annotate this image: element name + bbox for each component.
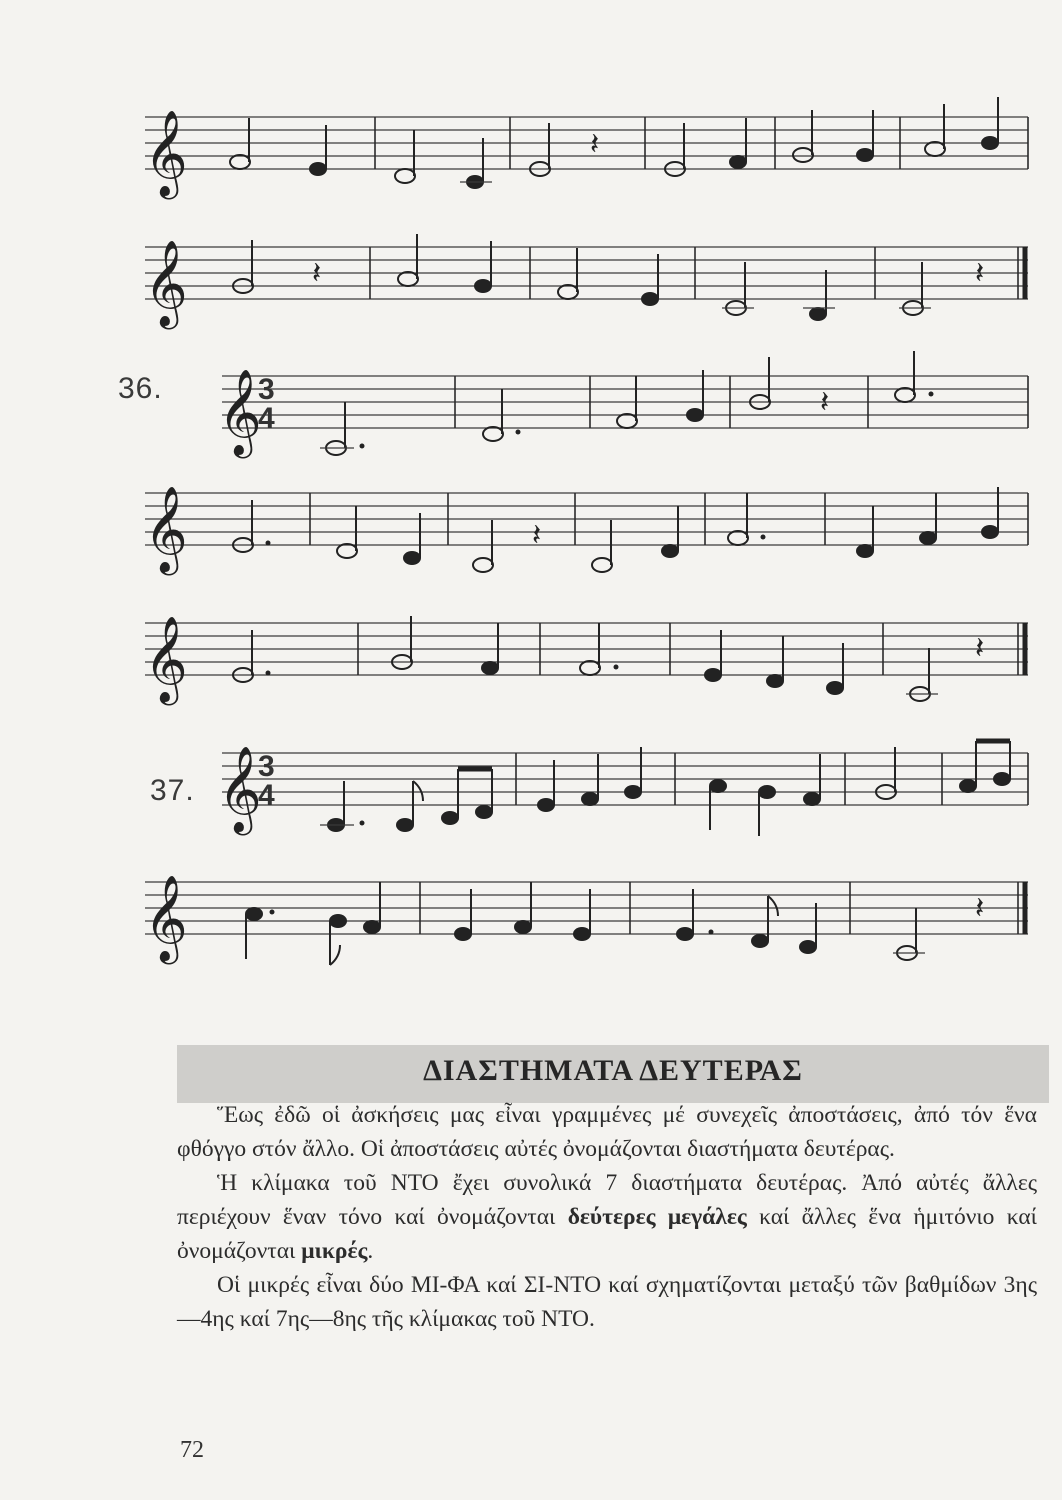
paragraph: Ἡ κλίμακα τοῦ ΝΤΟ ἔχει συνολικά 7 διαστήματα δευτέρας. Ἀπό αὐτές ἄλλες περιέχουν ἕναν τόνο καί ὀνομάζονται δεύτερες μεγάλες καί ἄλλες ἕνα ἡμιτόνιο καί ὀνομάζονται μικρές. xyxy=(177,1170,1037,1264)
staff-system-3 xyxy=(218,351,1028,459)
svg-text:3: 3 xyxy=(258,373,275,406)
staff-system-7 xyxy=(144,875,1028,965)
treble-clef-icon: 𝄞 xyxy=(144,616,188,702)
paragraph: Οἱ μικρές εἶναι δύο ΜΙ-ΦΑ καί ΣΙ-ΝΤΟ καί σχηματίζονται μεταξύ τῶν βαθμίδων 3ης—4ης καί 7ης—8ης τῆς κλίμακας τοῦ ΝΤΟ. xyxy=(177,1272,1037,1332)
staff-system-4 xyxy=(144,486,1028,576)
paragraph: Ἕως ἐδῶ οἱ ἀσκήσεις μας εἶναι γραμμένες μέ συνεχεῖς ἀποστάσεις, ἀπό τόν ἕνα φθόγγο στόν ἄλλο. Οἱ ἀποστάσεις αὐτές ὀνομάζονται διαστήματα δευτέρας. xyxy=(177,1102,1037,1162)
treble-clef-icon: 𝄞 xyxy=(218,746,262,832)
staff-system-5 xyxy=(144,616,1028,706)
treble-clef-icon: 𝄞 xyxy=(144,110,188,196)
svg-text:𝄽: 𝄽 xyxy=(312,256,322,291)
bold-term: δεύτερες μεγάλες xyxy=(567,1204,747,1230)
exercise-number: 36. xyxy=(118,372,163,405)
svg-text:𝄽: 𝄽 xyxy=(975,631,985,666)
staff-system-1 xyxy=(144,97,1028,200)
treble-clef-icon: 𝄞 xyxy=(144,875,188,961)
page-number: 72 xyxy=(180,1437,204,1463)
treble-clef-icon: 𝄞 xyxy=(144,486,188,572)
section-heading: ΔΙΑΣΤΗΜΑΤΑ ΔΕΥΤΕΡΑΣ xyxy=(423,1054,803,1087)
svg-text:𝄽: 𝄽 xyxy=(975,256,985,291)
staff-system-6 xyxy=(218,741,1028,836)
svg-text:4: 4 xyxy=(258,779,275,812)
treble-clef-icon: 𝄞 xyxy=(218,369,262,455)
svg-text:𝄽: 𝄽 xyxy=(590,127,600,162)
body-text xyxy=(177,1098,1037,1336)
svg-text:𝄽: 𝄽 xyxy=(820,385,830,420)
exercise-number: 37. xyxy=(150,774,195,807)
treble-clef-icon: 𝄞 xyxy=(144,240,188,326)
svg-text:𝄽: 𝄽 xyxy=(975,891,985,926)
staff-system-2 xyxy=(144,234,1028,330)
svg-text:4: 4 xyxy=(258,402,275,435)
svg-text:𝄽: 𝄽 xyxy=(532,518,542,553)
bold-term: μικρές xyxy=(301,1238,368,1264)
svg-text:3: 3 xyxy=(258,750,275,783)
